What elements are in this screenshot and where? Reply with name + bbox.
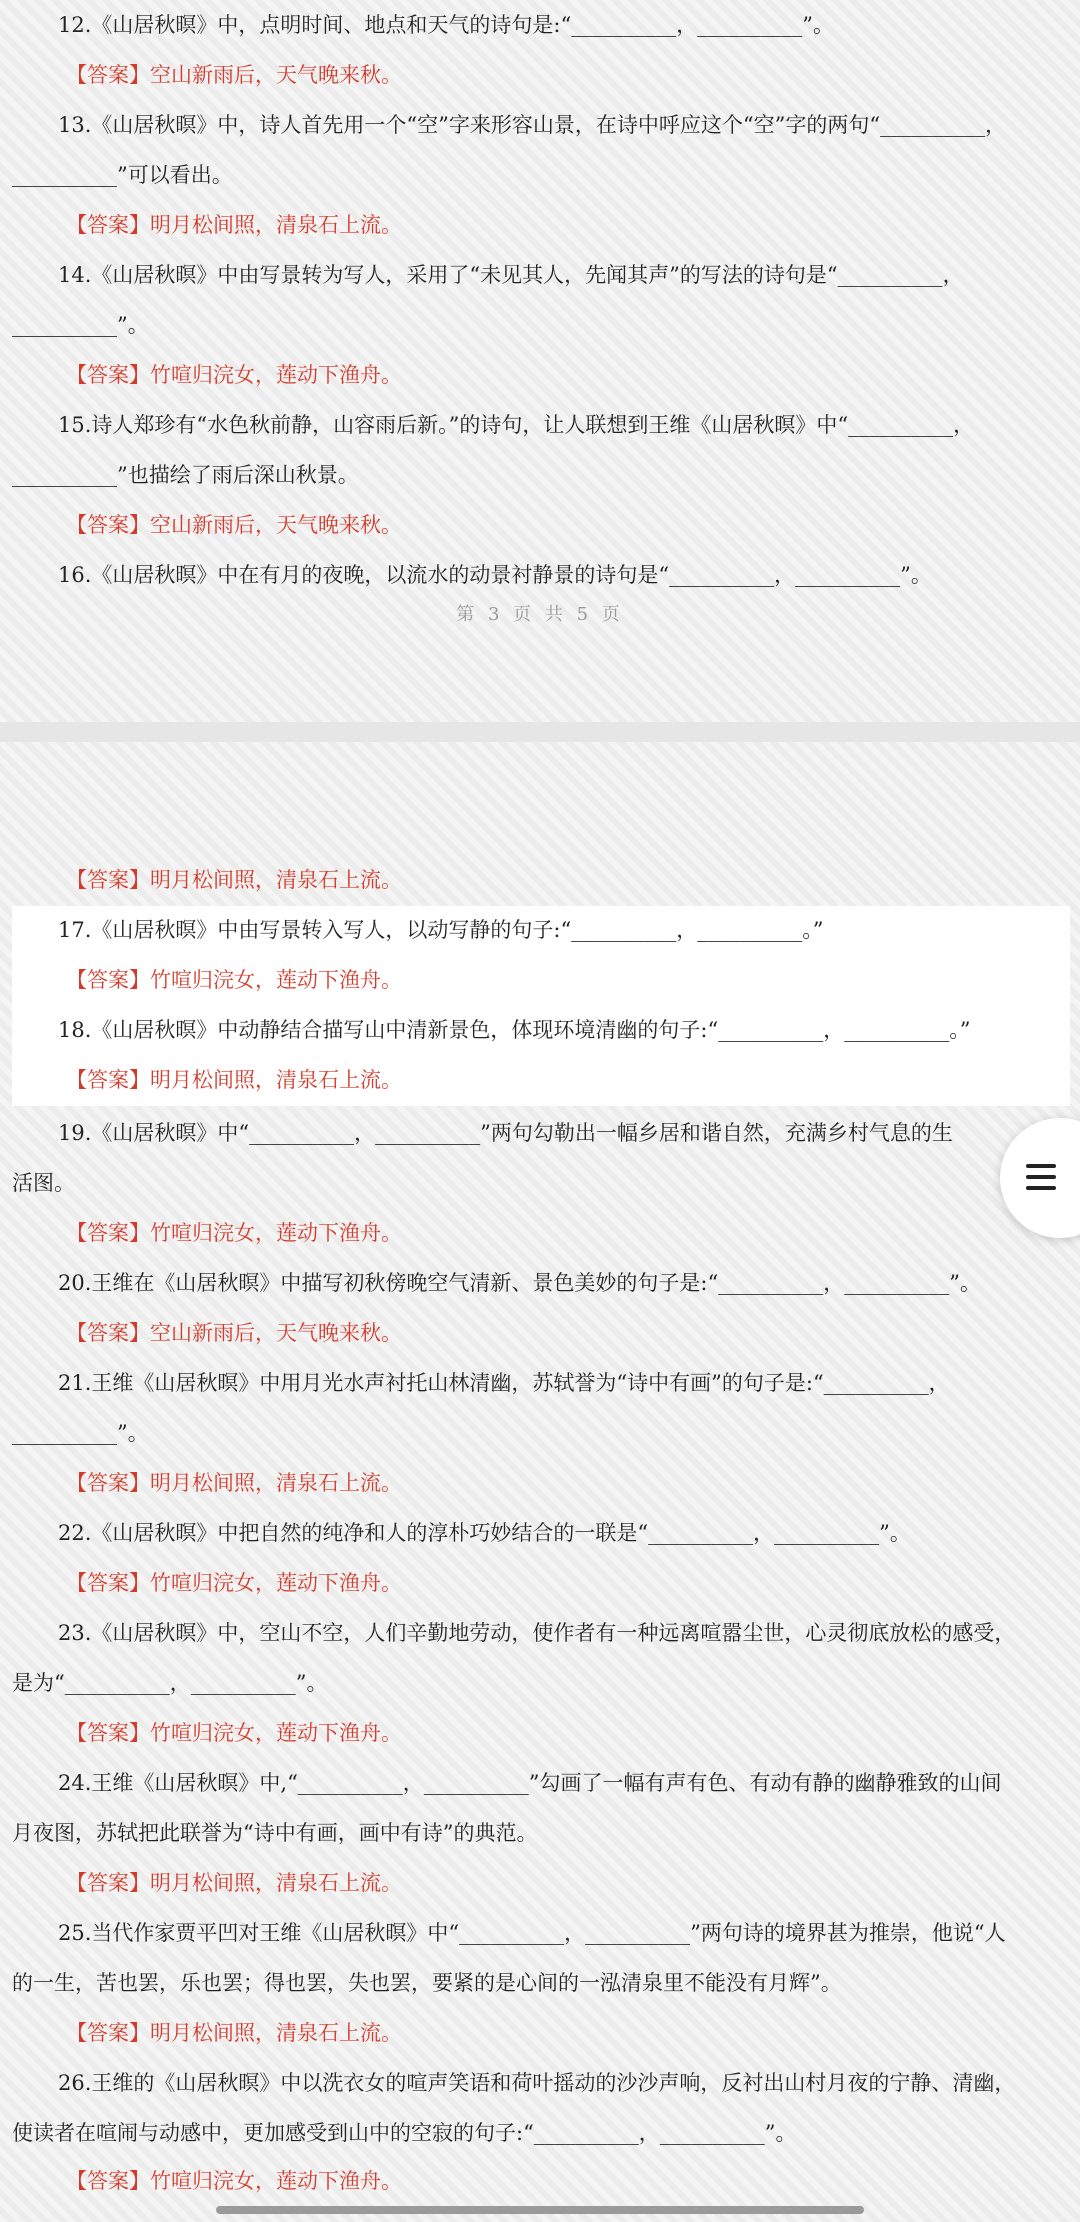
question-15-cont: __________”也描绘了雨后深山秋景。 [12, 463, 359, 487]
answer-14: 【答案】竹喧归浣女，莲动下渔舟。 [66, 363, 402, 387]
question-21: 21.王维《山居秋暝》中用月光水声衬托山林清幽，苏轼誉为“诗中有画”的句子是:“__________， [58, 1371, 950, 1395]
home-indicator[interactable] [216, 2206, 864, 2214]
question-20: 20.王维在《山居秋暝》中描写初秋傍晚空气清新、景色美妙的句子是:“__________，__________”。 [58, 1271, 981, 1295]
question-13-cont: __________”可以看出。 [12, 163, 233, 187]
hamburger-menu-icon [1026, 1164, 1056, 1168]
question-13: 13.《山居秋暝》中，诗人首先用一个“空”字来形容山景，在诗中呼应这个“空”字的两句“__________， [58, 113, 1007, 137]
answer-24: 【答案】明月松间照，清泉石上流。 [66, 1871, 402, 1895]
question-12: 12.《山居秋暝》中，点明时间、地点和天气的诗句是:“__________，__________”。 [58, 13, 834, 37]
question-25-cont: 的一生，苦也罢，乐也罢；得也罢，失也罢，要紧的是心间的一泓清泉里不能没有月辉”。 [12, 1971, 842, 1995]
page-footer: 第 3 页 共 5 页 [456, 604, 624, 625]
answer-17: 【答案】竹喧归浣女，莲动下渔舟。 [66, 968, 402, 992]
answer-12: 【答案】空山新雨后，天气晚来秋。 [66, 63, 402, 87]
answer-20: 【答案】空山新雨后，天气晚来秋。 [66, 1321, 402, 1345]
question-23-cont: 是为“__________，__________”。 [12, 1671, 328, 1695]
hamburger-menu-icon-bar [1026, 1186, 1056, 1190]
answer-15: 【答案】空山新雨后，天气晚来秋。 [66, 513, 402, 537]
question-14-cont: __________”。 [12, 313, 149, 337]
document-page-3 [0, 0, 1080, 722]
answer-25: 【答案】明月松间照，清泉石上流。 [66, 2021, 402, 2045]
answer-23: 【答案】竹喧归浣女，莲动下渔舟。 [66, 1721, 402, 1745]
question-17: 17.《山居秋暝》中由写景转入写人，以动写静的句子:“__________，__________。” [58, 918, 824, 942]
question-24: 24.王维《山居秋暝》中,“__________，__________”勾画了一幅有声有色、有动有静的幽静雅致的山间 [58, 1771, 1002, 1795]
hamburger-menu-icon-bar [1026, 1175, 1056, 1179]
answer-26: 【答案】竹喧归浣女，莲动下渔舟。 [66, 2169, 402, 2193]
answer-21: 【答案】明月松间照，清泉石上流。 [66, 1471, 402, 1495]
question-21-cont: __________”。 [12, 1421, 149, 1445]
question-15: 15.诗人郑珍有“水色秋前静，山容雨后新。”的诗句，让人联想到王维《山居秋暝》中“__________， [58, 413, 975, 437]
answer-13: 【答案】明月松间照，清泉石上流。 [66, 213, 402, 237]
question-18: 18.《山居秋暝》中动静结合描写山中清新景色，体现环境清幽的句子:“__________，__________。” [58, 1018, 971, 1042]
question-19: 19.《山居秋暝》中“__________，__________”两句勾勒出一幅乡居和谐自然，充满乡村气息的生 [58, 1121, 953, 1145]
answer-16: 【答案】明月松间照，清泉石上流。 [66, 868, 402, 892]
question-19-cont: 活图。 [12, 1171, 75, 1195]
answer-19: 【答案】竹喧归浣女，莲动下渔舟。 [66, 1221, 402, 1245]
question-14: 14.《山居秋暝》中由写景转为写人，采用了“未见其人，先闻其声”的写法的诗句是“__________， [58, 263, 964, 287]
question-22: 22.《山居秋暝》中把自然的纯净和人的淳朴巧妙结合的一联是“__________，__________”。 [58, 1521, 911, 1545]
question-23: 23.《山居秋暝》中，空山不空，人们辛勤地劳动，使作者有一种远离喧嚣尘世，心灵彻底放松的感受， [58, 1621, 1016, 1645]
question-26-cont: 使读者在喧闹与动感中，更加感受到山中的空寂的句子:“__________，__________”。 [12, 2121, 797, 2145]
question-26: 26.王维的《山居秋暝》中以洗衣女的喧声笑语和荷叶摇动的沙沙声响，反衬出山村月夜的宁静、清幽， [58, 2071, 1016, 2095]
answer-22: 【答案】竹喧归浣女，莲动下渔舟。 [66, 1571, 402, 1595]
page-separator [0, 722, 1080, 742]
answer-18: 【答案】明月松间照，清泉石上流。 [66, 1068, 402, 1092]
question-16: 16.《山居秋暝》中在有月的夜晚，以流水的动景衬静景的诗句是“__________，__________”。 [58, 563, 932, 587]
question-25: 25.当代作家贾平凹对王维《山居秋暝》中“__________，__________”两句诗的境界甚为推崇，他说“人 [58, 1921, 1006, 1945]
question-24-cont: 月夜图，苏轼把此联誉为“诗中有画，画中有诗”的典范。 [12, 1821, 538, 1845]
